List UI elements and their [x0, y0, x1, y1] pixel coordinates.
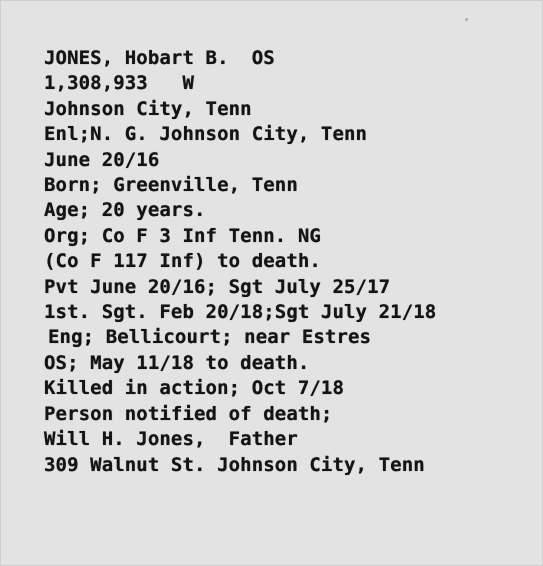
- enlistment-line: Enl;N. G. Johnson City, Tenn: [44, 123, 368, 146]
- name-line: JONES, Hobart B. OS: [44, 47, 275, 69]
- rank-line: Pvt June 20/16; Sgt July 25/17: [44, 275, 391, 298]
- residence-line: Johnson City, Tenn: [44, 97, 252, 120]
- age-line: Age; 20 years.: [44, 199, 206, 222]
- death-line: Killed in action; Oct 7/18: [44, 377, 345, 400]
- enlistment-date-line: June 20/16: [44, 148, 160, 171]
- birthplace-line: Born; Greenville, Tenn: [44, 174, 298, 197]
- organization-continued-line: (Co F 117 Inf) to death.: [44, 250, 321, 273]
- card-text: [44, 46, 436, 478]
- notified-address-line: 309 Walnut St. Johnson City, Tenn: [44, 453, 425, 476]
- notification-heading-line: Person notified of death;: [44, 402, 333, 425]
- paper-speck: [465, 18, 468, 21]
- serial-number-line: 1,308,933 W: [44, 72, 195, 95]
- rank-continued-line: 1st. Sgt. Feb 20/18;Sgt July 21/18: [44, 301, 437, 324]
- notified-person-line: Will H. Jones, Father: [44, 428, 298, 451]
- organization-line: Org; Co F 3 Inf Tenn. NG: [44, 224, 321, 247]
- overseas-service-line: OS; May 11/18 to death.: [44, 351, 310, 374]
- engagement-line: Eng; Bellicourt; near Estres: [48, 326, 372, 349]
